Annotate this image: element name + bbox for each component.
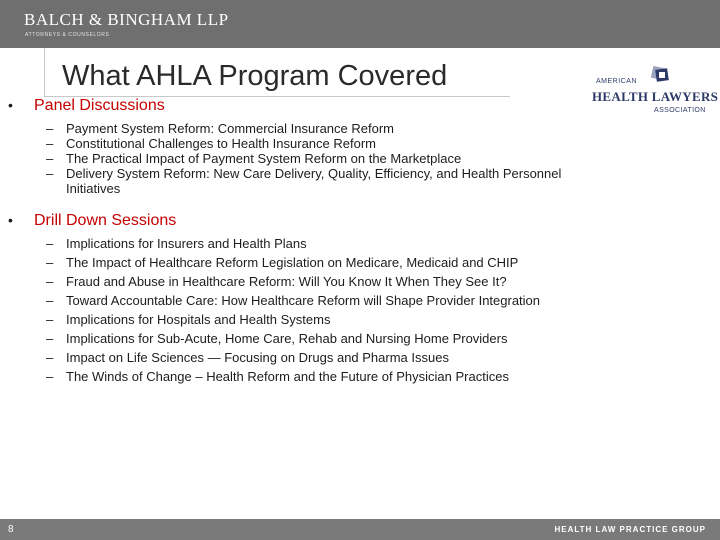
list-item: – Fraud and Abuse in Healthcare Reform: Will You Know It When They See It? — [46, 274, 507, 289]
slide-title: What AHLA Program Covered — [62, 60, 448, 92]
logo-top-text: AMERICAN — [596, 78, 637, 85]
firm-name: BALCH & BINGHAM LLP — [24, 10, 229, 29]
drill-down-list — [46, 236, 606, 384]
list-item: – Implications for Sub-Acute, Home Care, Rehab and Nursing Home Providers — [46, 331, 508, 346]
list-item: – Constitutional Challenges to Health Insurance Reform — [46, 136, 377, 151]
list-item: – The Winds of Change – Health Reform and the Future of Physician Practices — [46, 369, 509, 384]
logo-sub-text: ASSOCIATION — [654, 107, 706, 114]
section-label: Panel Discussions — [34, 97, 165, 114]
ahla-logo-mark-icon — [646, 66, 674, 88]
ahla-logo — [592, 64, 719, 120]
list-item: – Implications for Hospitals and Health Systems — [46, 312, 331, 327]
list-item: – Toward Accountable Care: How Healthcare Reform will Shape Provider Integration — [46, 293, 541, 308]
firm-tagline: ATTORNEYS & COUNSELORS — [25, 32, 110, 38]
page-number: 8 — [8, 524, 14, 535]
title-rule-vertical — [44, 48, 45, 96]
footer-band — [0, 519, 720, 540]
list-item: – Implications for Insurers and Health Plans — [46, 236, 307, 251]
bullet-icon: • — [8, 97, 13, 113]
footer-label: HEALTH LAW PRACTICE GROUP — [554, 525, 706, 534]
header-band — [0, 0, 720, 48]
list-item: – The Practical Impact of Payment System Reform on the Marketplace — [46, 151, 462, 166]
panel-discussions-list — [46, 121, 606, 196]
bullet-icon: • — [8, 212, 13, 228]
list-item: – The Impact of Healthcare Reform Legislation on Medicare, Medicaid and CHIP — [46, 255, 519, 270]
section-label: Drill Down Sessions — [34, 212, 177, 229]
logo-main-text: HEALTH LAWYERS — [592, 89, 719, 104]
list-item: – Payment System Reform: Commercial Insurance Reform — [46, 121, 394, 136]
list-item: – Impact on Life Sciences — Focusing on Drugs and Pharma Issues — [46, 350, 449, 365]
list-item: – Delivery System Reform: New Care Delivery, Quality, Efficiency, and Health Personnel Initiatives — [46, 166, 562, 196]
